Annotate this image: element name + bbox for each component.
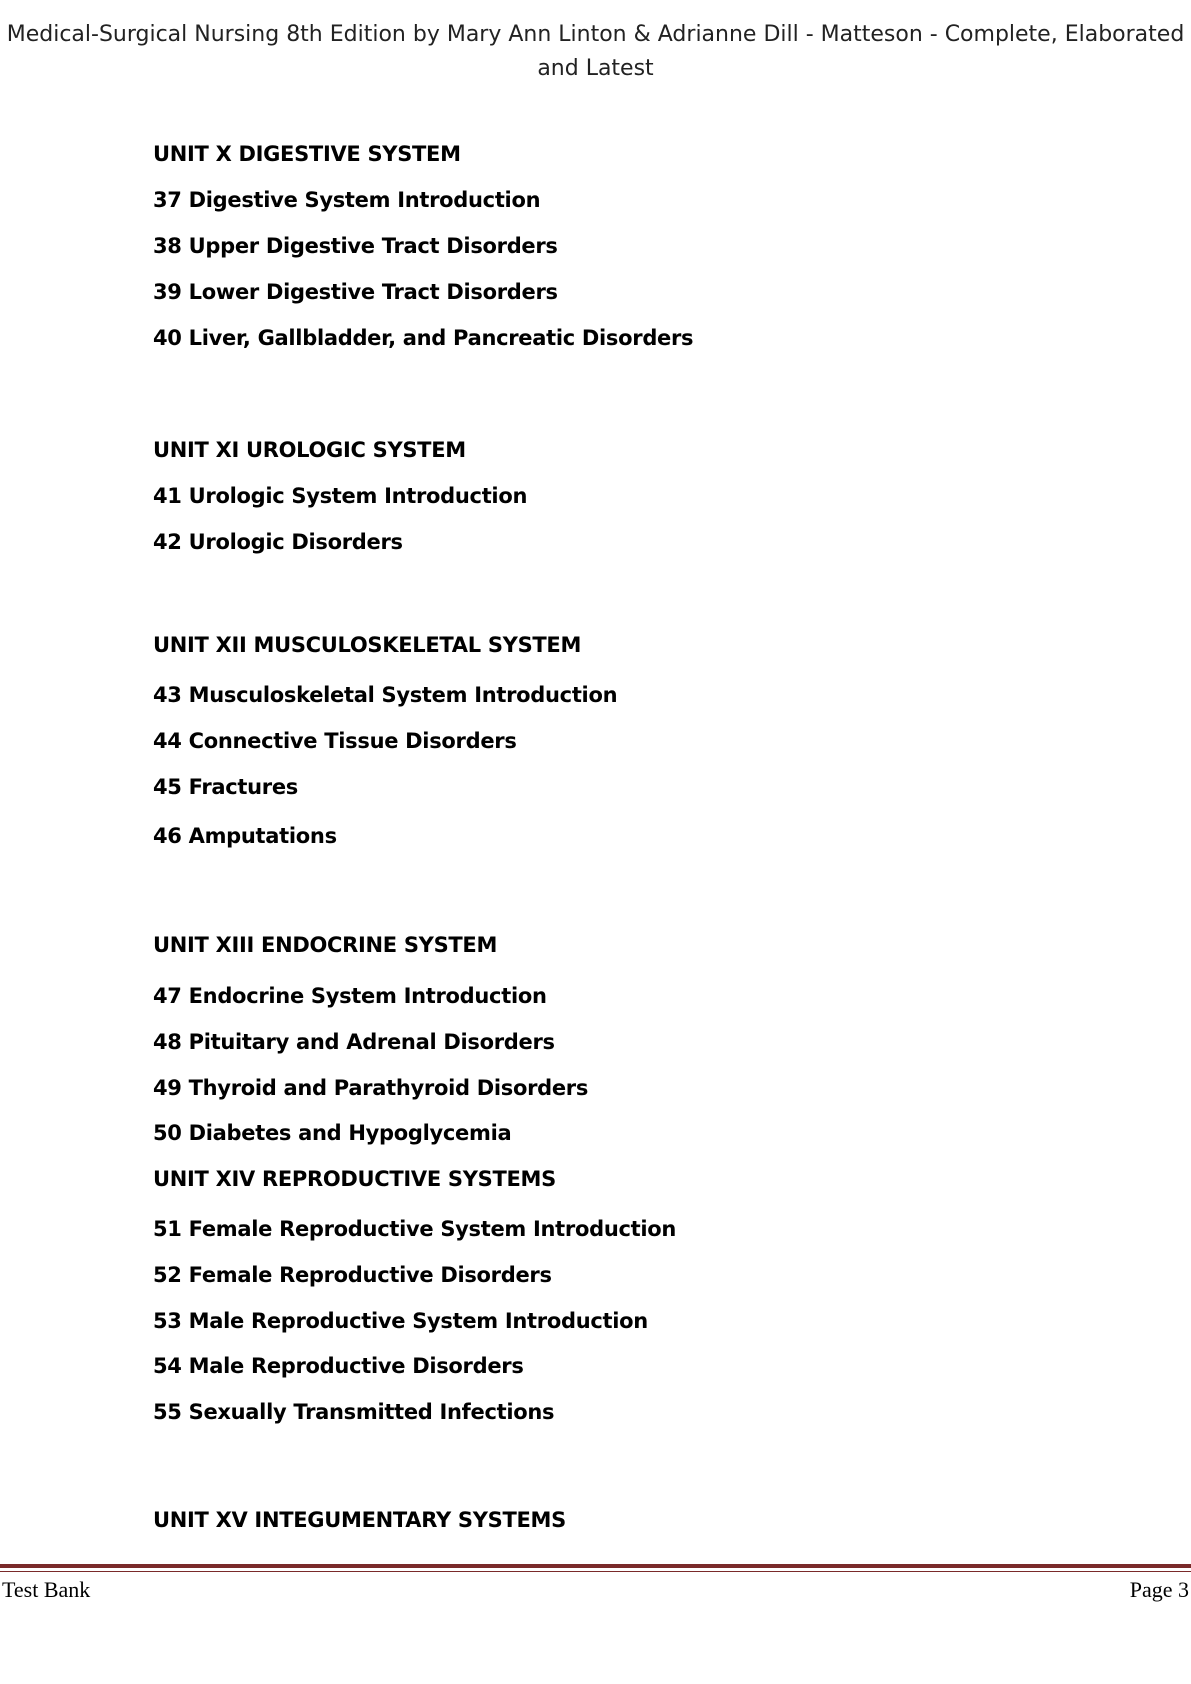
toc-entry: 40 Liver, Gallbladder, and Pancreatic Disorders [153, 326, 694, 350]
toc-entry: 47 Endocrine System Introduction [153, 984, 547, 1008]
unit-heading: UNIT XIV REPRODUCTIVE SYSTEMS [153, 1167, 556, 1191]
footer-divider-thin [0, 1571, 1191, 1572]
unit-heading: UNIT XIII ENDOCRINE SYSTEM [153, 933, 498, 957]
toc-entry: 44 Connective Tissue Disorders [153, 729, 517, 753]
toc-entry: 41 Urologic System Introduction [153, 484, 528, 508]
unit-heading: UNIT XV INTEGUMENTARY SYSTEMS [153, 1508, 566, 1532]
toc-entry: 46 Amputations [153, 824, 337, 848]
toc-entry: 53 Male Reproductive System Introduction [153, 1309, 648, 1333]
toc-entry: 52 Female Reproductive Disorders [153, 1263, 552, 1287]
unit-heading: UNIT XI UROLOGIC SYSTEM [153, 438, 466, 462]
toc-entry: 37 Digestive System Introduction [153, 188, 541, 212]
page-number: Page 3 [1129, 1577, 1189, 1602]
toc-entry: 55 Sexually Transmitted Infections [153, 1400, 555, 1424]
unit-heading: UNIT XII MUSCULOSKELETAL SYSTEM [153, 633, 582, 657]
header-title-line-1: Medical-Surgical Nursing 8th Edition by Mary Ann Linton & Adrianne Dill - Matteson - Complete, Elaborated [6, 22, 1185, 47]
toc-entry: 45 Fractures [153, 775, 298, 799]
toc-entry: 54 Male Reproductive Disorders [153, 1354, 524, 1378]
footer-label: Test Bank [2, 1577, 91, 1602]
toc-entry: 48 Pituitary and Adrenal Disorders [153, 1030, 555, 1054]
toc-entry: 50 Diabetes and Hypoglycemia [153, 1121, 512, 1145]
toc-entry: 42 Urologic Disorders [153, 530, 403, 554]
toc-entry: 39 Lower Digestive Tract Disorders [153, 280, 558, 304]
toc-entry: 49 Thyroid and Parathyroid Disorders [153, 1076, 589, 1100]
unit-heading: UNIT X DIGESTIVE SYSTEM [153, 142, 461, 166]
toc-entry: 51 Female Reproductive System Introduction [153, 1217, 677, 1241]
page-header [0, 18, 1191, 86]
toc-entry: 43 Musculoskeletal System Introduction [153, 683, 618, 707]
footer-divider-thick [0, 1564, 1191, 1568]
header-title-line-2: and Latest [537, 56, 654, 81]
toc-entry: 38 Upper Digestive Tract Disorders [153, 234, 558, 258]
